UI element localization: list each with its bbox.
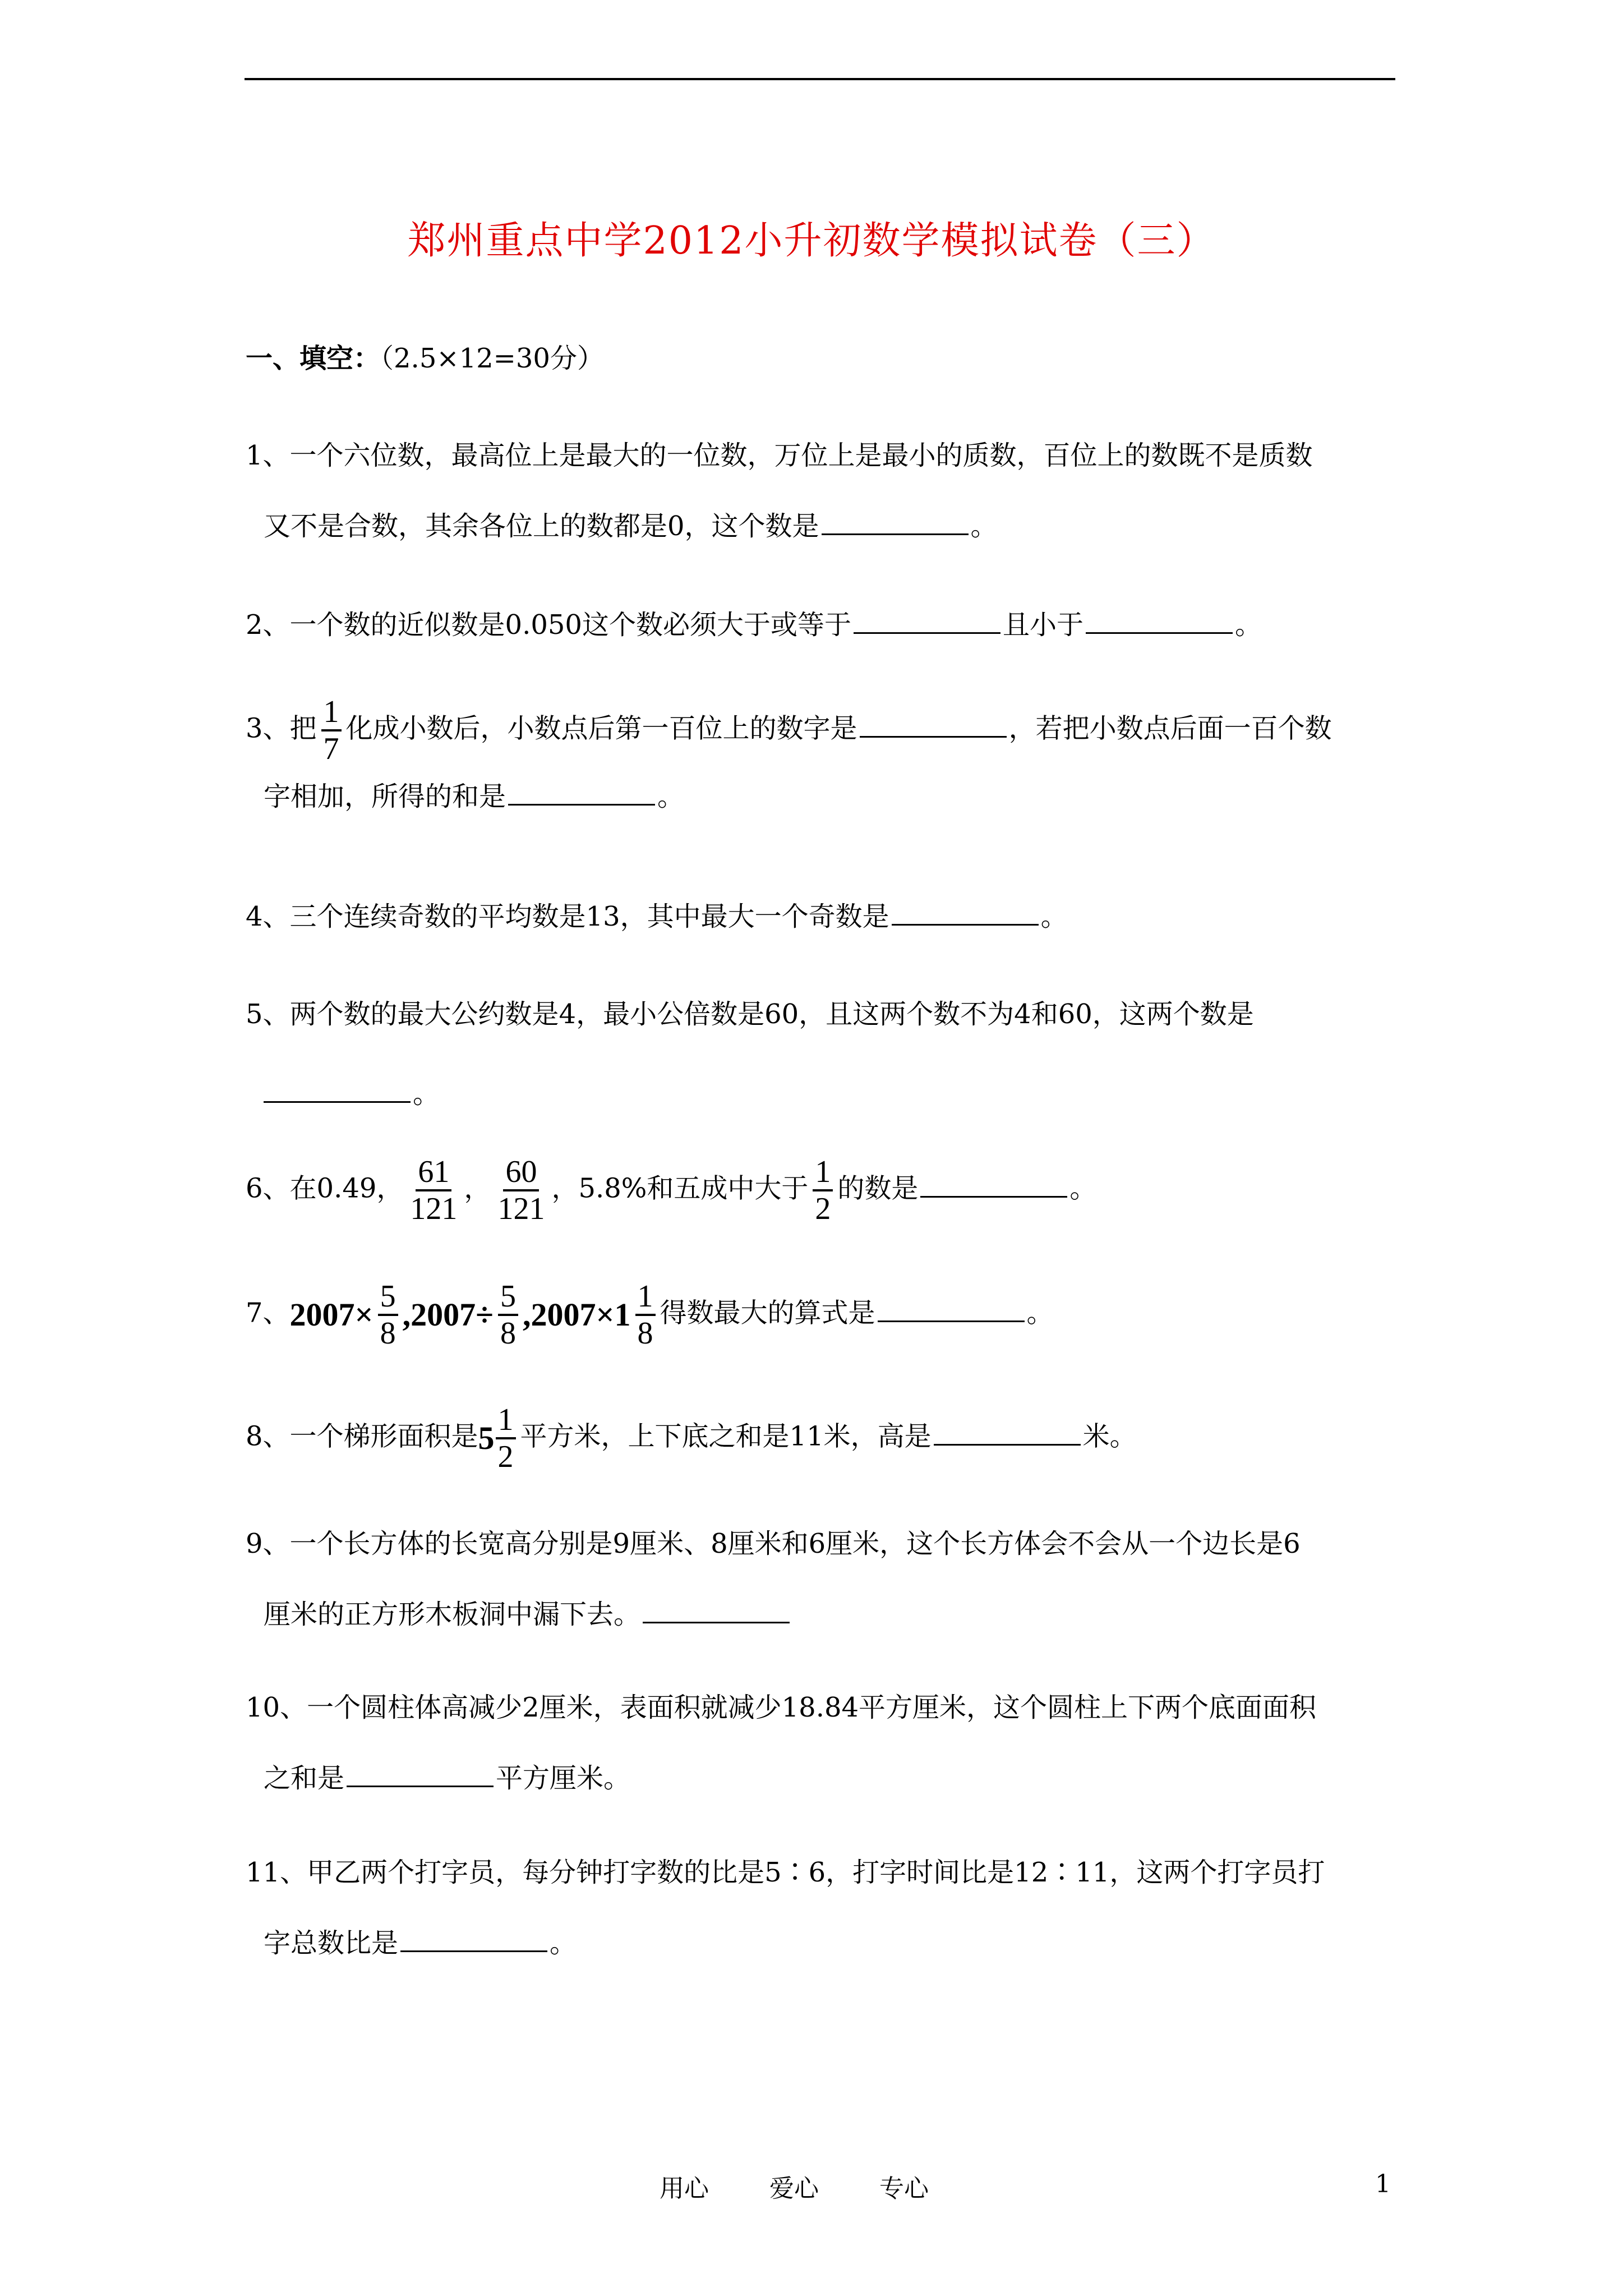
footer-word-2: 爱心: [769, 2174, 819, 2203]
q7-text-b: 得数最大的算式是: [660, 1297, 875, 1329]
section-title: 一、填空：: [246, 343, 381, 374]
q7-expr3: ,2007×1: [522, 1296, 631, 1333]
q5-line1: 5、两个数的最大公约数是4，最小公倍数是60，且这两个数不为4和60，这两个数是: [246, 999, 1254, 1030]
answer-blank[interactable]: [822, 511, 969, 535]
q3-end: 。: [657, 781, 685, 812]
q6-sep: ，: [464, 1172, 491, 1204]
q7-expr2: ,2007÷: [402, 1296, 494, 1333]
question-2: [246, 607, 1401, 643]
fraction: [495, 1154, 547, 1226]
q6-text-c: 的数是: [837, 1172, 919, 1204]
fraction-numerator: 5: [498, 1279, 518, 1316]
q8-text-c: 米。: [1082, 1420, 1137, 1452]
page-number: 1: [1375, 2170, 1391, 2198]
q3-text-b: 化成小数后，小数点后第一百位上的数字是: [345, 712, 857, 744]
question-8: [246, 1402, 1401, 1474]
answer-blank[interactable]: [347, 1763, 494, 1787]
footer-word-3: 专心: [879, 2174, 929, 2203]
question-4: [246, 899, 1401, 935]
question-10: [246, 1690, 1401, 1796]
q7-text-a: 7、: [246, 1297, 290, 1329]
fraction: [321, 694, 342, 766]
answer-blank[interactable]: [892, 901, 1039, 926]
answer-blank[interactable]: [854, 610, 1000, 634]
fraction-denominator: 121: [497, 1191, 545, 1226]
answer-blank[interactable]: [508, 781, 655, 806]
question-1: [246, 438, 1401, 544]
question-11: [246, 1855, 1401, 1961]
fraction-denominator: 8: [500, 1316, 516, 1351]
question-6: [246, 1154, 1401, 1226]
page-title: 郑州重点中学2012小升初数学模拟试卷（三）: [407, 219, 1216, 263]
fraction-denominator: 8: [637, 1316, 653, 1351]
fraction-numerator: 5: [378, 1279, 398, 1316]
answer-blank[interactable]: [1086, 610, 1233, 634]
mixed-number-whole: 5: [478, 1420, 495, 1456]
q8-text-b: 平方米，上下底之和是11米，高是: [520, 1420, 932, 1452]
q10-text-b: 平方厘米。: [496, 1763, 631, 1794]
q7-end: 。: [1026, 1297, 1054, 1329]
q6-end: 。: [1069, 1172, 1097, 1204]
fraction: [378, 1279, 398, 1351]
q11-line1: 11、甲乙两个打字员，每分钟打字数的比是5∶6，打字时间比是12∶11，这两个打字员打: [246, 1857, 1325, 1888]
q5-end: 。: [413, 1078, 440, 1110]
fraction-numerator: 1: [813, 1154, 833, 1191]
q10-line1: 10、一个圆柱体高减少2厘米，表面积就减少18.84平方厘米，这个圆柱上下两个底面面积: [246, 1692, 1317, 1723]
question-7: [246, 1279, 1401, 1351]
q8-text-a: 8、一个梯形面积是: [246, 1420, 478, 1452]
q2-text-a: 2、一个数的近似数是0.050这个数必须大于或等于: [246, 609, 851, 641]
answer-blank[interactable]: [878, 1298, 1025, 1322]
q1-line1: 1、一个六位数，最高位上是最大的一位数，万位上是最小的质数，百位上的数既不是质数: [246, 440, 1313, 471]
question-3: [246, 694, 1401, 815]
q3-line2: 字相加，所得的和是: [264, 781, 506, 812]
answer-blank[interactable]: [400, 1928, 547, 1952]
q11-line2: 字总数比是: [264, 1927, 399, 1959]
fraction: [813, 1154, 833, 1226]
q2-text-b: 且小于: [1002, 609, 1083, 641]
footer-word-1: 用心: [660, 2174, 709, 2203]
q3-text-a: 3、把: [246, 712, 317, 744]
fraction-denominator: 2: [497, 1439, 514, 1474]
question-5: [246, 996, 1401, 1112]
answer-blank[interactable]: [934, 1421, 1081, 1446]
q3-text-c: ，若把小数点后面一百个数: [1008, 712, 1332, 744]
q9-line2: 厘米的正方形木板洞中漏下去。: [264, 1599, 641, 1630]
q7-expr1: 2007×: [289, 1296, 374, 1333]
fraction: [496, 1402, 516, 1474]
question-9: [246, 1526, 1401, 1632]
answer-blank[interactable]: [860, 714, 1007, 738]
q2-end: 。: [1234, 609, 1262, 641]
q1-line2: 又不是合数，其余各位上的数都是0，这个数是: [264, 510, 819, 542]
q4-text: 4、三个连续奇数的平均数是13，其中最大一个奇数是: [246, 901, 889, 932]
fraction: [635, 1279, 656, 1351]
q1-end: 。: [970, 510, 998, 542]
q6-text-a: 6、在0.49，: [246, 1172, 404, 1204]
q4-end: 。: [1040, 901, 1068, 932]
fraction-denominator: 121: [410, 1191, 458, 1226]
fraction: [498, 1279, 518, 1351]
header-rule: [245, 78, 1395, 80]
answer-blank[interactable]: [643, 1599, 790, 1623]
q6-text-b: ，5.8%和五成中大于: [551, 1172, 809, 1204]
fraction-denominator: 8: [380, 1316, 396, 1351]
fraction-numerator: 60: [503, 1154, 539, 1191]
section-points: （2.5×12=30分）: [380, 343, 604, 374]
answer-blank[interactable]: [264, 1079, 411, 1103]
fraction-numerator: 1: [635, 1279, 656, 1316]
section-heading: [246, 337, 604, 375]
fraction-numerator: 1: [321, 694, 342, 731]
q11-end: 。: [550, 1927, 577, 1959]
fraction-denominator: 7: [323, 731, 339, 766]
fraction-denominator: 2: [815, 1191, 831, 1226]
answer-blank[interactable]: [920, 1174, 1067, 1198]
fraction-numerator: 1: [496, 1402, 516, 1439]
fraction: [408, 1154, 459, 1226]
q9-line1: 9、一个长方体的长宽高分别是9厘米、8厘米和6厘米，这个长方体会不会从一个边长是6: [246, 1528, 1301, 1559]
fraction-numerator: 61: [416, 1154, 451, 1191]
q10-line2: 之和是: [264, 1763, 345, 1794]
